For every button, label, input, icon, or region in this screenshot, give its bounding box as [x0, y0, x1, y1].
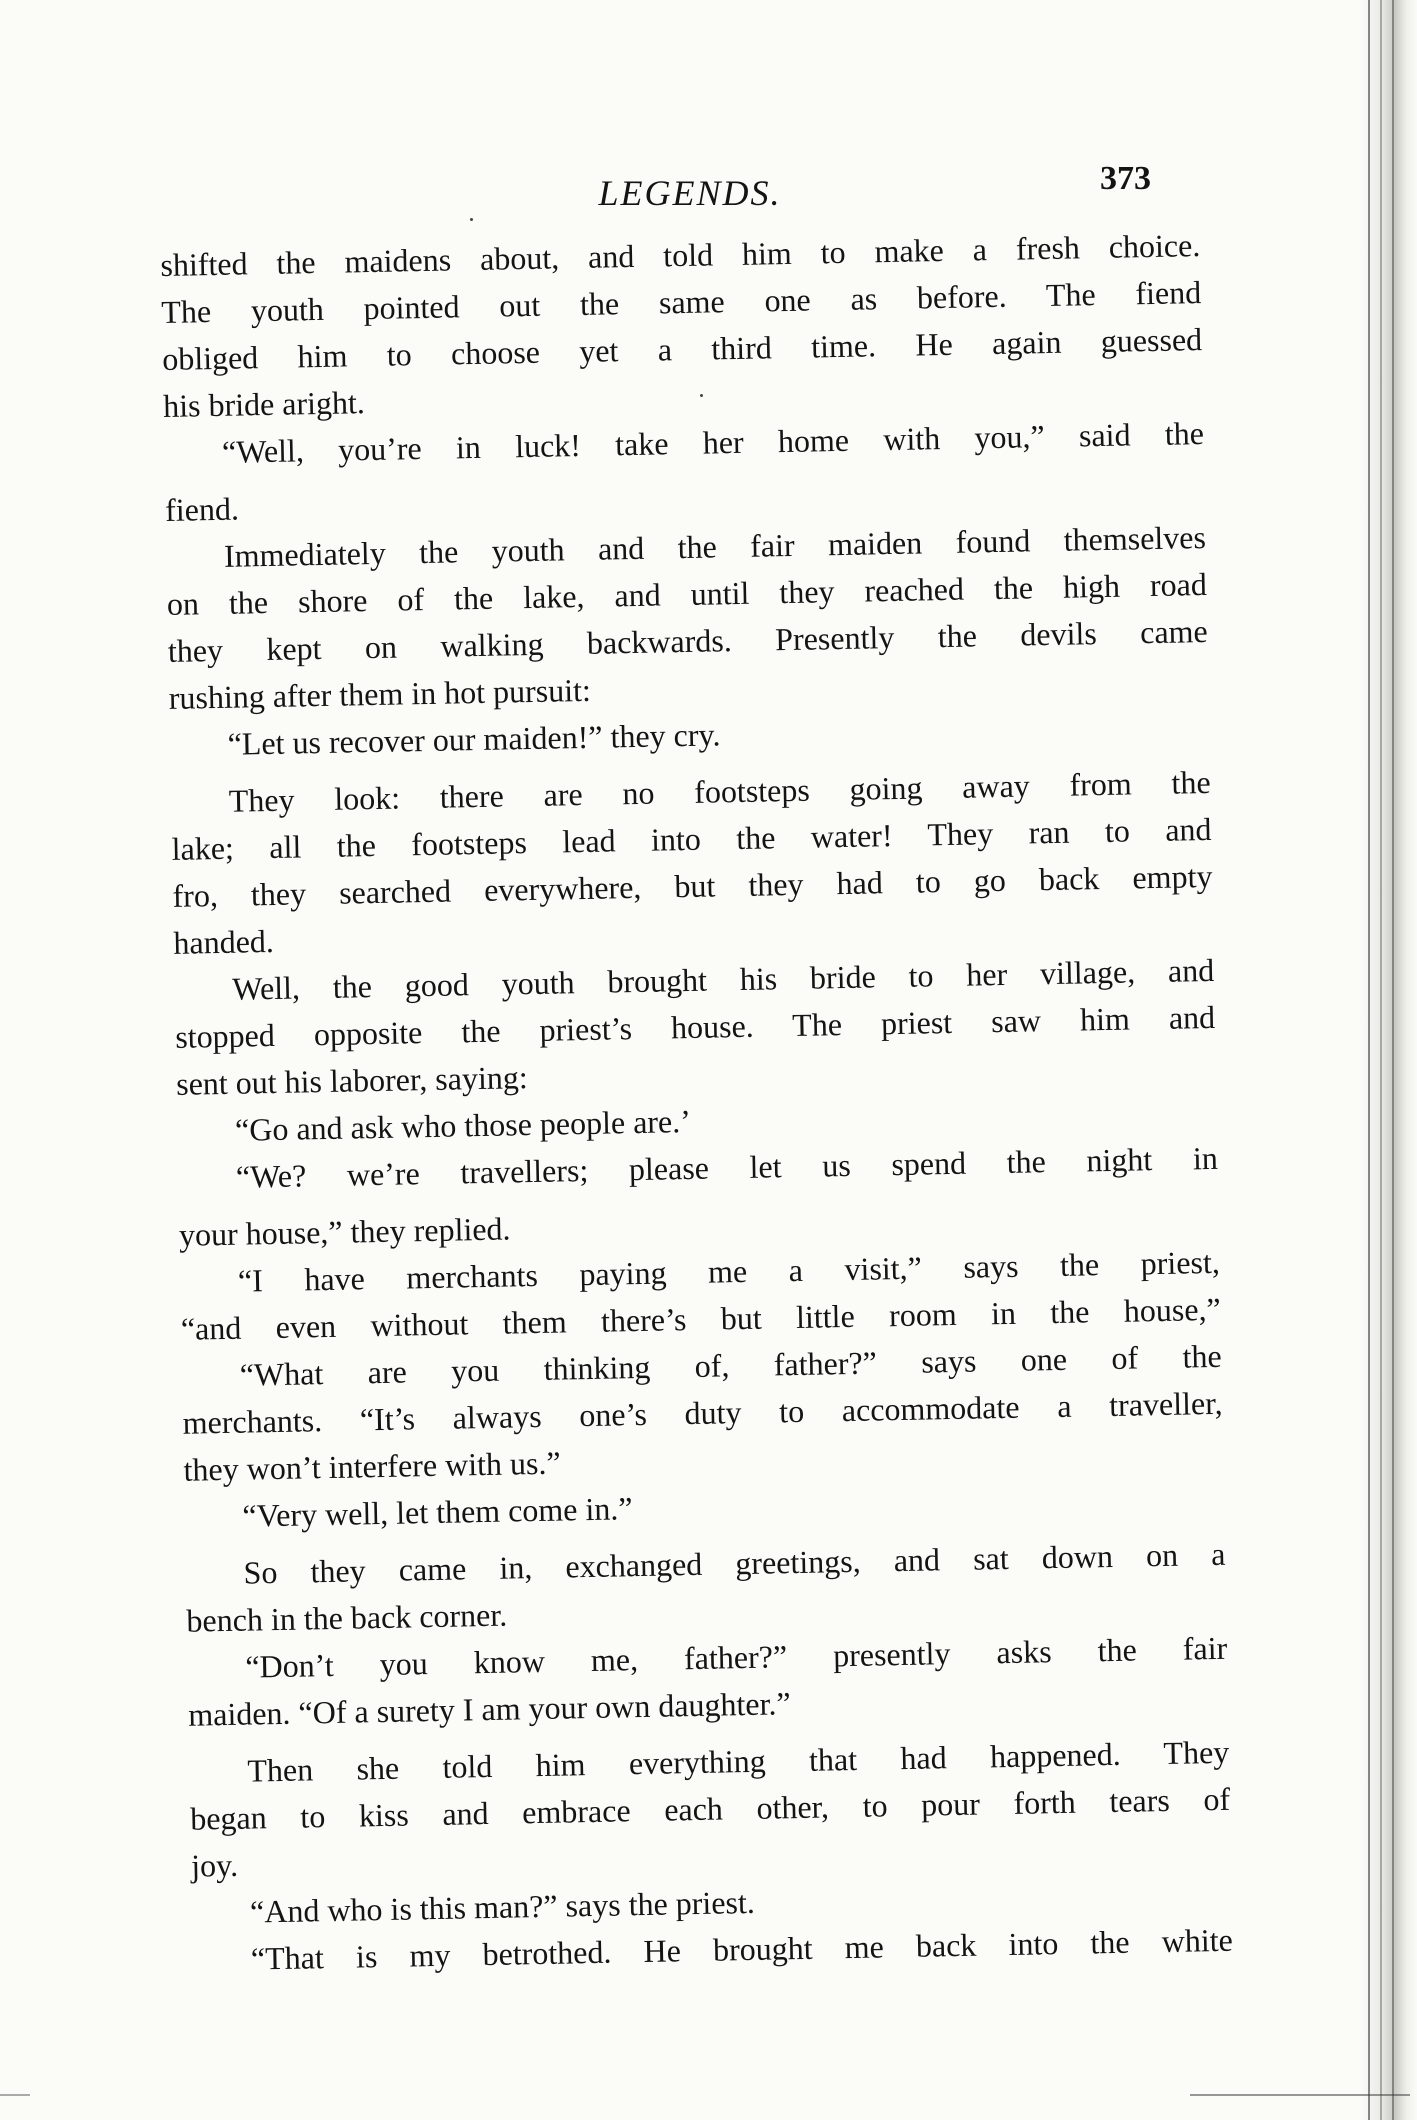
text-line: shifted the maidens about, and told him to make a fresh choice.	[160, 227, 1201, 283]
text-line: The youth pointed out the same one as before. The fiend	[160, 274, 1202, 330]
text-line: They look: there are no footsteps going away from the	[228, 763, 1211, 819]
book-binding-edge	[1362, 0, 1417, 2120]
text-line: “What are you thinking of, father?” says one of the	[239, 1337, 1222, 1393]
text-line: Immediately the youth and the fair maiden found themselves	[223, 518, 1207, 574]
scan-corner-mark	[0, 2094, 30, 2096]
text-line: fro, they searched everywhere, but they had to go back empty	[172, 857, 1213, 914]
binding-line	[1392, 0, 1394, 2120]
print-speck	[470, 218, 473, 221]
text-line: joy.	[190, 1846, 239, 1884]
page-bottom-rule	[1190, 2094, 1410, 2096]
text-line: rushing after them in hot pursuit:	[168, 671, 592, 716]
text-line: stopped opposite the priest’s house. The priest saw him and	[174, 998, 1216, 1055]
text-line: maiden. “Of a surety I am your own daughter.”	[187, 1685, 791, 1733]
text-line: “And who is this man?” says the priest.	[249, 1883, 756, 1930]
text-line: “Let us recover our maiden!” they cry.	[227, 716, 721, 762]
body-text	[160, 222, 1233, 1984]
text-line: on the shore of the lake, and until they reached the high road	[166, 565, 1208, 622]
text-line: they kept on walking backwards. Presently the devils came	[167, 612, 1209, 669]
text-line: “I have merchants paying me a visit,” says the priest,	[237, 1243, 1221, 1299]
text-line: “Very well, let them come in.”	[242, 1490, 633, 1534]
text-line: lake; all the footsteps lead into the water! They ran to and	[171, 810, 1212, 867]
text-line: handed.	[173, 922, 275, 961]
binding-line	[1368, 0, 1370, 2120]
text-line: they won’t interfere with us.”	[183, 1444, 561, 1488]
text-line: “That is my betrothed. He brought me back into the white	[250, 1921, 1234, 1977]
text-line: So they came in, exchanged greetings, and sat down on a	[243, 1535, 1226, 1591]
text-line: fiend.	[164, 490, 240, 528]
text-line: began to kiss and embrace each other, to pour forth tears of	[189, 1780, 1231, 1837]
text-line: obliged him to choose yet a third time. He again guessed	[161, 321, 1203, 377]
text-line: bench in the back corner.	[186, 1596, 508, 1639]
text-line: “Go and ask who those people are.’	[234, 1102, 692, 1148]
text-line: “and even without them there’s but little room in the house,”	[180, 1290, 1222, 1347]
text-line: your house,” they replied.	[178, 1210, 511, 1253]
text-line: Then she told him everything that had happened. They	[247, 1733, 1230, 1789]
text-line: his bride aright.	[162, 384, 366, 424]
text-line: merchants. “It’s always one’s duty to accommodate a traveller,	[182, 1384, 1223, 1441]
text-line: Well, the good youth brought his bride to her village, and	[232, 951, 1215, 1007]
text-line: “Well, you’re in luck! take her home with you,” said the	[221, 414, 1205, 470]
text-line: sent out his laborer, saying:	[175, 1059, 528, 1102]
running-head: LEGENDS.	[598, 173, 782, 213]
text-line: “Don’t you know me, father?” presently asks the fair	[245, 1629, 1228, 1685]
page-number: 373	[1100, 160, 1151, 197]
text-line: “We? we’re travellers; please let us spend the night in	[235, 1139, 1219, 1195]
binding-line	[1380, 0, 1382, 2120]
